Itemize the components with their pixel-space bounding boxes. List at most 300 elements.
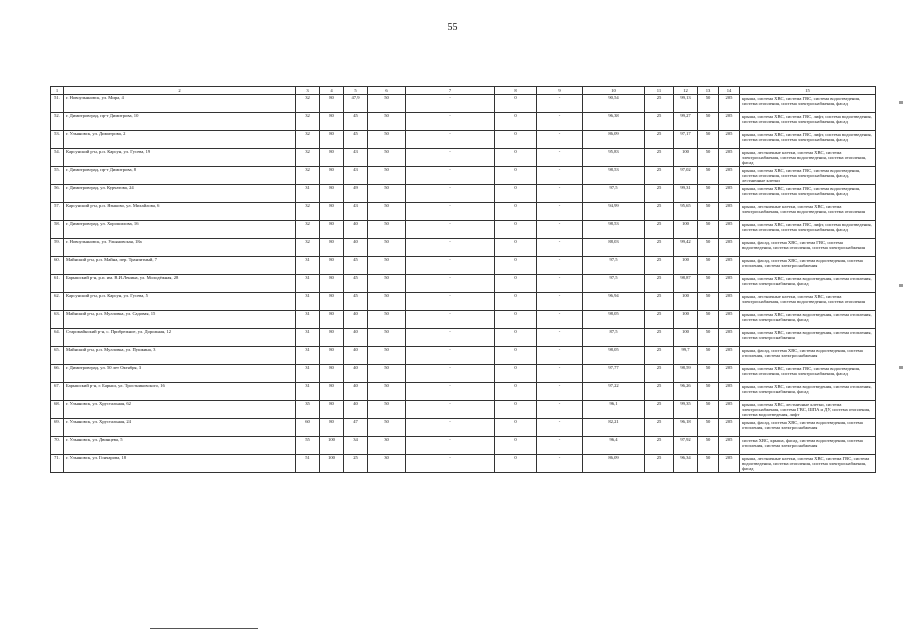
- value-cell: 25: [645, 167, 674, 185]
- notes-cell: крыша, система ХВС, система ГВС, система водоотведения, система отопления, система электроснабжения, фасад: [740, 365, 876, 383]
- row-number: 68.: [51, 401, 64, 419]
- value-cell: 50: [698, 167, 719, 185]
- value-cell: -: [537, 455, 583, 473]
- value-cell: 31: [296, 347, 320, 365]
- value-cell: 25: [645, 95, 674, 113]
- value-cell: 80: [320, 95, 344, 113]
- value-cell: 98,53: [583, 221, 645, 239]
- value-cell: 32: [296, 113, 320, 131]
- notes-cell: крыша, фасад, система ХВС, система водоотведения, система отопления, система электроснабжения: [740, 257, 876, 275]
- value-cell: 99,7: [674, 347, 698, 365]
- value-cell: 80: [320, 131, 344, 149]
- notes-cell: крыша, система ХВС, система водоотведения, система отопления, система электроснабжения, фасад: [740, 311, 876, 329]
- value-cell: 50: [698, 293, 719, 311]
- value-cell: 100: [674, 311, 698, 329]
- value-cell: 43: [344, 203, 368, 221]
- value-cell: 0: [495, 257, 537, 275]
- address-cell: г. Димитровград, ул. Хорошилова, 16: [64, 221, 296, 239]
- value-cell: -: [537, 365, 583, 383]
- value-cell: 0: [495, 455, 537, 473]
- table-row: [51, 419, 876, 437]
- value-cell: 30: [368, 437, 406, 455]
- notes-cell: крыша, система ХВС, система водоотведения, система отопления, система электроснабжения: [740, 329, 876, 347]
- value-cell: 50: [698, 239, 719, 257]
- value-cell: -: [537, 221, 583, 239]
- value-cell: 50: [698, 329, 719, 347]
- value-cell: 205: [719, 437, 740, 455]
- value-cell: 97,5: [583, 257, 645, 275]
- header-cell: 9: [537, 87, 583, 95]
- value-cell: 205: [719, 275, 740, 293]
- value-cell: 50: [368, 293, 406, 311]
- value-cell: 45: [344, 131, 368, 149]
- table-row: [51, 95, 876, 113]
- value-cell: 51: [296, 455, 320, 473]
- value-cell: 95,65: [674, 203, 698, 221]
- value-cell: -: [406, 149, 495, 167]
- margin-mark: [899, 101, 903, 104]
- value-cell: 31: [296, 383, 320, 401]
- value-cell: -: [406, 257, 495, 275]
- value-cell: 50: [698, 221, 719, 239]
- value-cell: 0: [495, 347, 537, 365]
- value-cell: 99,42: [674, 239, 698, 257]
- value-cell: 0: [495, 311, 537, 329]
- value-cell: 100: [674, 149, 698, 167]
- value-cell: -: [537, 329, 583, 347]
- value-cell: 205: [719, 149, 740, 167]
- value-cell: -: [406, 311, 495, 329]
- value-cell: 82,21: [583, 419, 645, 437]
- registry-table: [50, 86, 876, 473]
- address-cell: Карсунский р-н, р.п. Языково, ул. Михайлова, 6: [64, 203, 296, 221]
- notes-cell: система ХВС, крыша, фасад, система водоотведения, система отопления, система электроснабжения: [740, 437, 876, 455]
- value-cell: 40: [344, 347, 368, 365]
- value-cell: 80: [320, 365, 344, 383]
- value-cell: 25: [645, 455, 674, 473]
- value-cell: 80: [320, 275, 344, 293]
- value-cell: 97,5: [583, 185, 645, 203]
- value-cell: 97,92: [674, 437, 698, 455]
- value-cell: 50: [698, 401, 719, 419]
- table-row: [51, 221, 876, 239]
- value-cell: 25: [645, 221, 674, 239]
- value-cell: 50: [698, 257, 719, 275]
- value-cell: 50: [368, 185, 406, 203]
- value-cell: -: [406, 419, 495, 437]
- value-cell: 50: [368, 329, 406, 347]
- value-cell: -: [537, 95, 583, 113]
- page-number: 55: [447, 22, 458, 33]
- header-cell: 4: [320, 87, 344, 95]
- value-cell: 100: [674, 257, 698, 275]
- value-cell: 25: [645, 275, 674, 293]
- notes-cell: крыша, система ХВС, система водоотведения, система отопления, система электроснабжения, фасад: [740, 275, 876, 293]
- value-cell: 40: [344, 383, 368, 401]
- value-cell: 205: [719, 257, 740, 275]
- value-cell: 80: [320, 347, 344, 365]
- value-cell: 55: [296, 437, 320, 455]
- value-cell: 80: [320, 149, 344, 167]
- value-cell: 50: [698, 185, 719, 203]
- value-cell: 50: [368, 95, 406, 113]
- row-number: 64.: [51, 329, 64, 347]
- value-cell: -: [406, 437, 495, 455]
- value-cell: 25: [645, 203, 674, 221]
- value-cell: 50: [698, 437, 719, 455]
- value-cell: 100: [674, 329, 698, 347]
- address-cell: Карсунский р-н, р.п. Карсун, ул. Гусева, 19: [64, 149, 296, 167]
- row-number: 67.: [51, 383, 64, 401]
- value-cell: -: [537, 257, 583, 275]
- value-cell: -: [537, 185, 583, 203]
- notes-cell: крыша, фасад, система ХВС, система водоотведения, система отопления, система электроснабжения: [740, 419, 876, 437]
- value-cell: -: [406, 329, 495, 347]
- value-cell: 31: [296, 293, 320, 311]
- table-row: [51, 239, 876, 257]
- value-cell: 0: [495, 221, 537, 239]
- address-cell: г. Новоульяновск, ул. Мира, 4: [64, 95, 296, 113]
- value-cell: 0: [495, 275, 537, 293]
- value-cell: 80: [320, 221, 344, 239]
- header-cell: 3: [296, 87, 320, 95]
- value-cell: 45: [344, 293, 368, 311]
- value-cell: 98,59: [674, 365, 698, 383]
- value-cell: 50: [368, 149, 406, 167]
- value-cell: 50: [368, 221, 406, 239]
- table-body: [51, 87, 876, 473]
- table-row: [51, 383, 876, 401]
- value-cell: 25: [645, 257, 674, 275]
- value-cell: 25: [645, 365, 674, 383]
- value-cell: 31: [296, 185, 320, 203]
- row-number: 63.: [51, 311, 64, 329]
- value-cell: 96,34: [674, 455, 698, 473]
- value-cell: 40: [344, 329, 368, 347]
- value-cell: -: [537, 419, 583, 437]
- value-cell: 31: [296, 257, 320, 275]
- value-cell: 86,09: [583, 131, 645, 149]
- notes-cell: крыша, система ХВС, система ГВС, система водоотведения, система отопления, система электроснабжения, фасад: [740, 185, 876, 203]
- value-cell: 45: [344, 113, 368, 131]
- value-cell: -: [406, 275, 495, 293]
- value-cell: 50: [698, 383, 719, 401]
- header-cell: 12: [674, 87, 698, 95]
- value-cell: 96,18: [674, 419, 698, 437]
- value-cell: 0: [495, 167, 537, 185]
- value-cell: 98,53: [583, 167, 645, 185]
- value-cell: -: [406, 455, 495, 473]
- value-cell: 40: [344, 401, 368, 419]
- value-cell: 25: [645, 239, 674, 257]
- row-number: 51.: [51, 95, 64, 113]
- value-cell: -: [537, 383, 583, 401]
- value-cell: 32: [296, 131, 320, 149]
- value-cell: 0: [495, 95, 537, 113]
- value-cell: 0: [495, 437, 537, 455]
- value-cell: 50: [698, 455, 719, 473]
- value-cell: 32: [296, 149, 320, 167]
- value-cell: 205: [719, 95, 740, 113]
- address-cell: г. Ульяновск, ул. Двинцева, 5: [64, 437, 296, 455]
- address-cell: г. Ульяновск, ул. Хрустальная, 62: [64, 401, 296, 419]
- value-cell: 98,87: [674, 275, 698, 293]
- value-cell: -: [537, 203, 583, 221]
- value-cell: 0: [495, 131, 537, 149]
- value-cell: 35: [296, 401, 320, 419]
- notes-cell: крыша, лестничные клетки, система ХВС, система ГВС, система водоотведения, система отопления, система электроснабжения, фасад: [740, 455, 876, 473]
- value-cell: 25: [645, 311, 674, 329]
- value-cell: -: [537, 113, 583, 131]
- value-cell: 88,03: [583, 239, 645, 257]
- value-cell: 34: [344, 437, 368, 455]
- value-cell: -: [406, 131, 495, 149]
- value-cell: 50: [698, 113, 719, 131]
- value-cell: 0: [495, 293, 537, 311]
- value-cell: 80: [320, 185, 344, 203]
- value-cell: -: [406, 113, 495, 131]
- value-cell: 50: [698, 311, 719, 329]
- header-cell: 15: [740, 87, 876, 95]
- value-cell: 205: [719, 203, 740, 221]
- table-row: [51, 167, 876, 185]
- value-cell: 45: [344, 257, 368, 275]
- value-cell: 99,27: [674, 113, 698, 131]
- address-cell: г. Димитровград, пр-т Димитрова, 10: [64, 113, 296, 131]
- value-cell: -: [537, 167, 583, 185]
- address-cell: г. Димитровград, ул. 50 лет Октября, 3: [64, 365, 296, 383]
- value-cell: 96,94: [583, 293, 645, 311]
- value-cell: 205: [719, 131, 740, 149]
- header-cell: 13: [698, 87, 719, 95]
- value-cell: 25: [645, 347, 674, 365]
- address-cell: г. Ульяновск, ул. Гончарова, 18: [64, 455, 296, 473]
- address-cell: г. Ульяновск, ул. Хрустальная, 24: [64, 419, 296, 437]
- value-cell: 80: [320, 401, 344, 419]
- value-cell: 0: [495, 185, 537, 203]
- notes-cell: крыша, лестничные клетки, система ХВС, система электроснабжения, система водоотведения, система отопления: [740, 203, 876, 221]
- value-cell: 205: [719, 365, 740, 383]
- value-cell: 90,54: [583, 95, 645, 113]
- value-cell: 0: [495, 383, 537, 401]
- table-row: [51, 203, 876, 221]
- value-cell: 0: [495, 329, 537, 347]
- value-cell: 50: [368, 401, 406, 419]
- notes-cell: крыша, фасад, система ХВС, система ГВС, система водоотведения, система отопления, система электроснабжения: [740, 239, 876, 257]
- value-cell: 80: [320, 167, 344, 185]
- notes-cell: крыша, система ХВС, система ГВС, система водоотведения, система отопления, система электроснабжения, фасад: [740, 95, 876, 113]
- notes-cell: крыша, система ХВС, система ГВС, лифт, система водоотведения, система отопления, система электроснабжения, фасад: [740, 221, 876, 239]
- value-cell: -: [537, 401, 583, 419]
- table-row: [51, 293, 876, 311]
- address-cell: г. Новоульяновск, ул. Ульяновская, 18а: [64, 239, 296, 257]
- value-cell: 25: [645, 383, 674, 401]
- header-cell: 14: [719, 87, 740, 95]
- row-number: 69.: [51, 419, 64, 437]
- value-cell: 0: [495, 149, 537, 167]
- value-cell: 50: [368, 113, 406, 131]
- value-cell: 32: [296, 95, 320, 113]
- table-row: [51, 329, 876, 347]
- value-cell: 98,05: [583, 311, 645, 329]
- value-cell: 205: [719, 455, 740, 473]
- value-cell: 25: [645, 401, 674, 419]
- header-cell: 8: [495, 87, 537, 95]
- value-cell: 99,35: [674, 401, 698, 419]
- value-cell: 98,05: [583, 347, 645, 365]
- notes-cell: крыша, лестничные клетки, система ХВС, система электроснабжения, система водоотведения, система отопления: [740, 293, 876, 311]
- table-row: [51, 185, 876, 203]
- value-cell: 0: [495, 203, 537, 221]
- value-cell: 25: [645, 113, 674, 131]
- value-cell: -: [406, 365, 495, 383]
- value-cell: 0: [495, 401, 537, 419]
- row-number: 53.: [51, 131, 64, 149]
- address-cell: Майнский р-н, р.п. Мулловка, ул. Садовая, 15: [64, 311, 296, 329]
- value-cell: 50: [368, 275, 406, 293]
- value-cell: 205: [719, 293, 740, 311]
- value-cell: 50: [368, 311, 406, 329]
- value-cell: 99,13: [674, 95, 698, 113]
- address-cell: Майнский р-н, р.п. Мулловка, ул. Пушкина, 3: [64, 347, 296, 365]
- address-cell: г. Димитровград, пр-т Димитрова, 8: [64, 167, 296, 185]
- value-cell: 50: [698, 347, 719, 365]
- address-cell: г. Ульяновск, ул. Димитрова, 2: [64, 131, 296, 149]
- value-cell: 25: [645, 293, 674, 311]
- value-cell: 100: [674, 221, 698, 239]
- value-cell: -: [406, 95, 495, 113]
- value-cell: -: [537, 149, 583, 167]
- notes-cell: крыша, система ХВС, система ГВС, лифт, система водоотведения, система отопления, система электроснабжения, фасад: [740, 113, 876, 131]
- table-row: [51, 455, 876, 473]
- value-cell: -: [406, 383, 495, 401]
- row-number: 56.: [51, 185, 64, 203]
- notes-cell: крыша, система ХВС, система ГВС, система водоотведения, система отопления, система электроснабжения, фасад, лестничные клетки: [740, 167, 876, 185]
- row-number: 60.: [51, 257, 64, 275]
- value-cell: 45: [344, 275, 368, 293]
- value-cell: 205: [719, 113, 740, 131]
- bottom-rule: [150, 628, 258, 629]
- value-cell: 25: [645, 185, 674, 203]
- value-cell: 0: [495, 113, 537, 131]
- header-cell: 5: [344, 87, 368, 95]
- value-cell: 50: [368, 131, 406, 149]
- value-cell: 25: [645, 131, 674, 149]
- value-cell: -: [537, 131, 583, 149]
- value-cell: 49: [344, 185, 368, 203]
- value-cell: 50: [698, 275, 719, 293]
- value-cell: 99,31: [674, 185, 698, 203]
- value-cell: 47,9: [344, 95, 368, 113]
- value-cell: 80: [320, 383, 344, 401]
- value-cell: -: [406, 293, 495, 311]
- row-number: 66.: [51, 365, 64, 383]
- value-cell: 0: [495, 419, 537, 437]
- value-cell: 205: [719, 329, 740, 347]
- value-cell: 80: [320, 203, 344, 221]
- row-number: 61.: [51, 275, 64, 293]
- header-cell: 2: [64, 87, 296, 95]
- value-cell: 97,77: [583, 365, 645, 383]
- value-cell: 97,17: [674, 131, 698, 149]
- header-cell: 7: [406, 87, 495, 95]
- table-row: [51, 401, 876, 419]
- header-cell: 1: [51, 87, 64, 95]
- address-cell: Майнский р-н, р.п. Майна, пер. Транзитный, 7: [64, 257, 296, 275]
- value-cell: 205: [719, 383, 740, 401]
- value-cell: 50: [368, 347, 406, 365]
- value-cell: 50: [698, 419, 719, 437]
- value-cell: 25: [645, 329, 674, 347]
- value-cell: 0: [495, 239, 537, 257]
- value-cell: 31: [296, 365, 320, 383]
- value-cell: -: [406, 203, 495, 221]
- value-cell: 50: [368, 383, 406, 401]
- value-cell: -: [406, 239, 495, 257]
- margin-mark: [899, 284, 903, 287]
- value-cell: 60: [296, 419, 320, 437]
- table-row: [51, 365, 876, 383]
- value-cell: 100: [320, 455, 344, 473]
- value-cell: 25: [645, 149, 674, 167]
- table-row: [51, 149, 876, 167]
- value-cell: 205: [719, 185, 740, 203]
- row-number: 55.: [51, 167, 64, 185]
- table-row: [51, 437, 876, 455]
- value-cell: 80: [320, 329, 344, 347]
- value-cell: 205: [719, 221, 740, 239]
- table-row: [51, 347, 876, 365]
- value-cell: -: [406, 221, 495, 239]
- address-cell: г. Димитровград, ул. Курчатова, 24: [64, 185, 296, 203]
- value-cell: 32: [296, 203, 320, 221]
- notes-cell: крыша, система ХВС, система водоотведения, система отопления, система электроснабжения, фасад: [740, 383, 876, 401]
- value-cell: -: [406, 167, 495, 185]
- value-cell: 50: [368, 419, 406, 437]
- row-number: 58.: [51, 221, 64, 239]
- margin-mark: [899, 366, 903, 369]
- row-number: 54.: [51, 149, 64, 167]
- address-cell: Барышский р-н, р.п. им. В.И.Ленина, ул. Молодёжная, 28: [64, 275, 296, 293]
- value-cell: 205: [719, 311, 740, 329]
- row-number: 65.: [51, 347, 64, 365]
- value-cell: 50: [368, 257, 406, 275]
- value-cell: 50: [368, 167, 406, 185]
- value-cell: 96,1: [583, 401, 645, 419]
- value-cell: 97,22: [583, 383, 645, 401]
- value-cell: 80: [320, 311, 344, 329]
- header-cell: 6: [368, 87, 406, 95]
- value-cell: 50: [698, 95, 719, 113]
- notes-cell: крыша, лестничные клетки, система ХВС, система электроснабжения, система водоотведения, система отопления, фасад: [740, 149, 876, 167]
- table-row: [51, 275, 876, 293]
- value-cell: -: [537, 311, 583, 329]
- notes-cell: крыша, фасад, система ХВС, система водоотведения, система отопления, система электроснабжения: [740, 347, 876, 365]
- value-cell: 40: [344, 239, 368, 257]
- value-cell: 80: [320, 293, 344, 311]
- value-cell: 25: [645, 437, 674, 455]
- value-cell: 96,38: [583, 113, 645, 131]
- value-cell: 205: [719, 239, 740, 257]
- value-cell: 80: [320, 113, 344, 131]
- value-cell: -: [537, 293, 583, 311]
- value-cell: 30: [368, 455, 406, 473]
- value-cell: 96,26: [674, 383, 698, 401]
- value-cell: 80: [320, 239, 344, 257]
- address-cell: Барышский р-н, г. Барыш, ул. Тростниковского, 16: [64, 383, 296, 401]
- row-number: 57.: [51, 203, 64, 221]
- row-number: 62.: [51, 293, 64, 311]
